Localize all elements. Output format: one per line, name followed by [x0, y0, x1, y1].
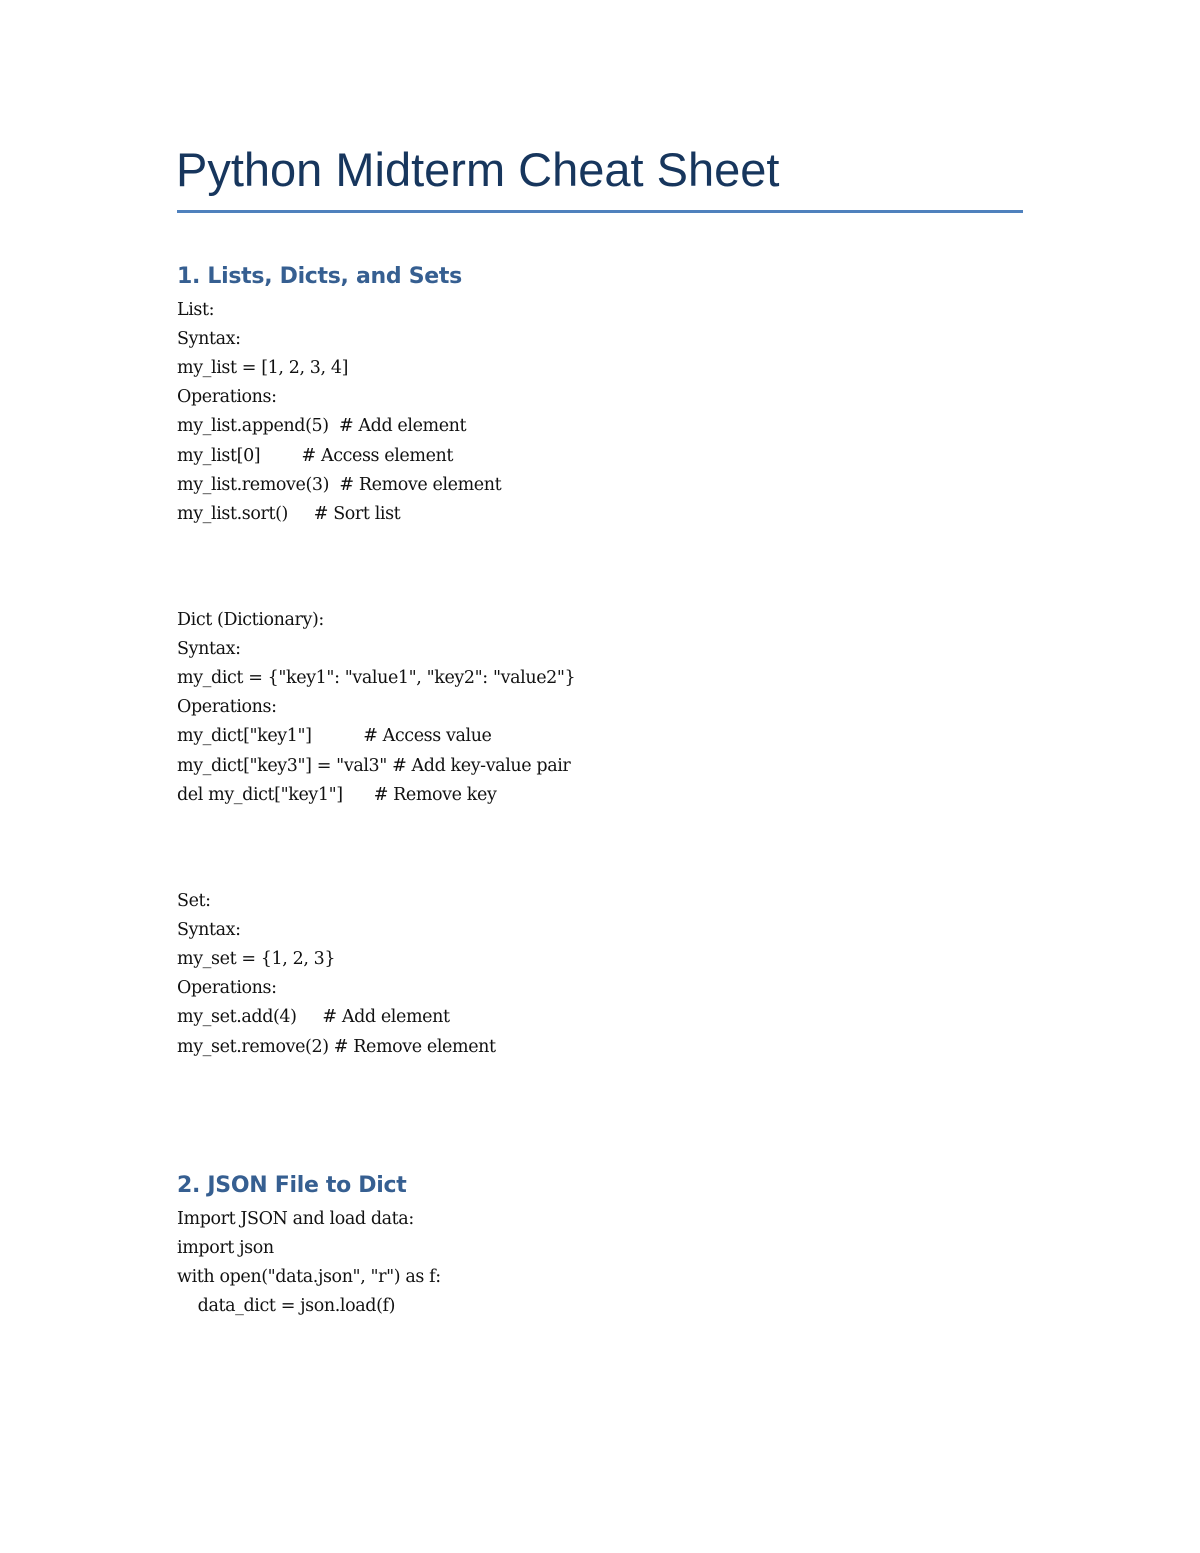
text-line: my_dict["key3"] = "val3" # Add key-value pair	[177, 755, 571, 776]
text-line: my_list.remove(3) # Remove element	[177, 474, 502, 495]
text-line: my_set.add(4) # Add element	[177, 1007, 450, 1028]
text-line: Operations:	[177, 387, 277, 408]
text-line: my_dict = {"key1": "value1", "key2": "value2"}	[177, 668, 576, 689]
document-title: Python Midterm Cheat Sheet	[176, 143, 780, 196]
text-line: my_set.remove(2) # Remove element	[177, 1036, 496, 1057]
text-line: Import JSON and load data:	[177, 1209, 414, 1229]
text-line: del my_dict["key1"] # Remove key	[177, 784, 497, 805]
title-underline	[177, 210, 1023, 213]
text-line: my_list[0] # Access element	[177, 445, 454, 466]
text-line: my_list.sort() # Sort list	[177, 503, 401, 524]
text-line: Set:	[177, 891, 211, 911]
text-line: Operations:	[177, 978, 277, 999]
text-line: with open("data.json", "r") as f:	[177, 1267, 441, 1288]
text-line: my_dict["key1"] # Access value	[177, 726, 492, 747]
text-line: Syntax:	[177, 639, 241, 660]
text-line: Operations:	[177, 697, 277, 718]
text-line: my_set = {1, 2, 3}	[177, 949, 336, 970]
text-line: my_list = [1, 2, 3, 4]	[177, 358, 348, 379]
section-heading-lists-dicts-sets: 1. Lists, Dicts, and Sets	[177, 264, 462, 289]
text-line: Syntax:	[177, 329, 241, 350]
text-line: List:	[177, 300, 215, 320]
section-heading-json: 2. JSON File to Dict	[177, 1173, 407, 1198]
text-line: import json	[177, 1238, 274, 1259]
text-line: data_dict = json.load(f)	[177, 1296, 396, 1317]
text-line: Syntax:	[177, 920, 241, 941]
text-line: my_list.append(5) # Add element	[177, 416, 467, 437]
text-line: Dict (Dictionary):	[177, 610, 324, 630]
